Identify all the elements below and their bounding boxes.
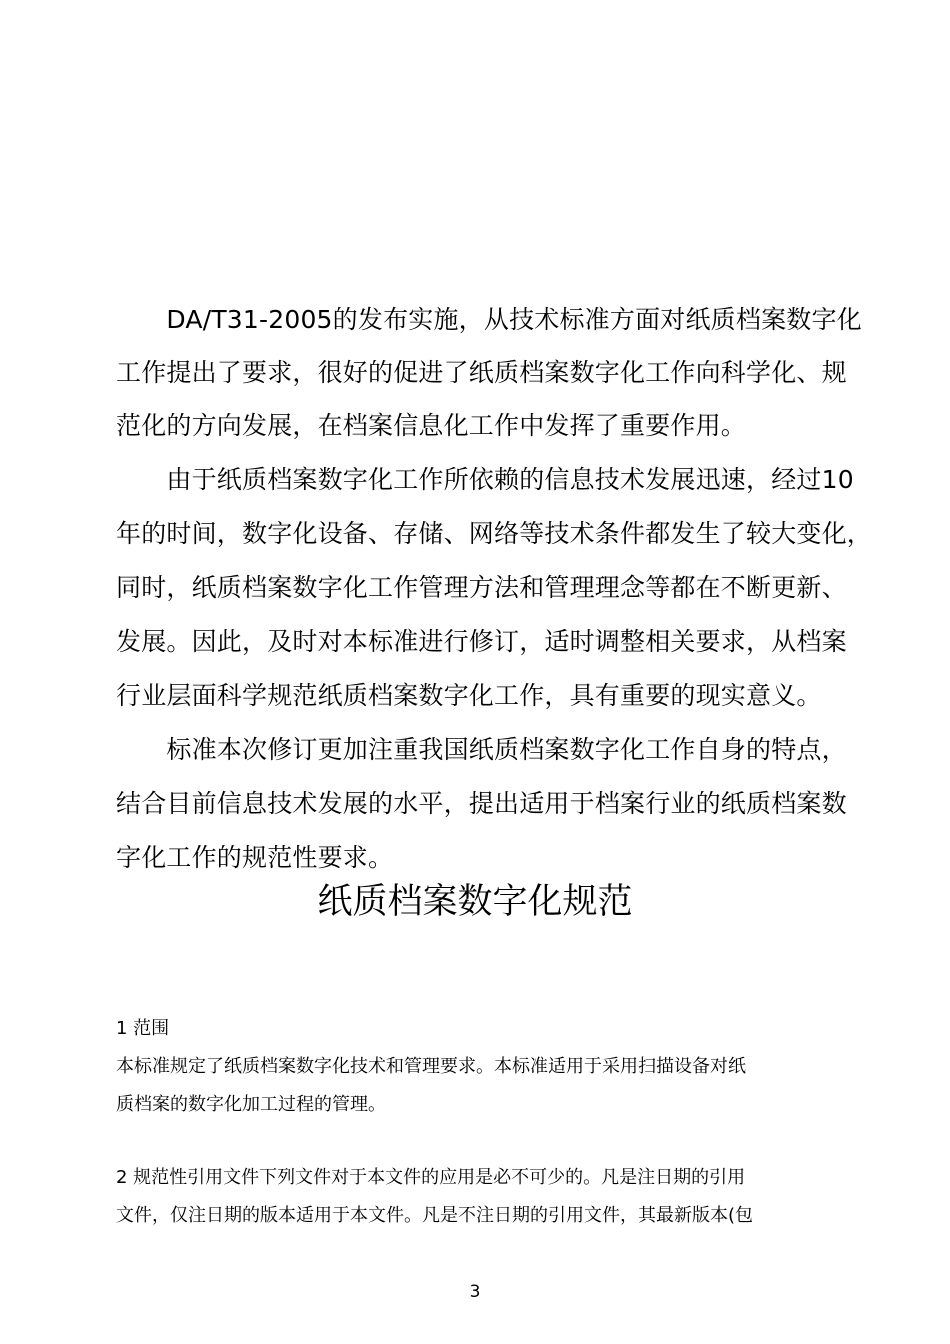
section1-line1: 本标准规定了纸质档案数字化技术和管理要求。本标准适用于采用扫描设备对纸 [116, 1056, 746, 1077]
section2-line1: 2 规范性引用文件下列文件对于本文件的应用是必不可少的。凡是注日期的引用 [116, 1167, 746, 1188]
intro-paragraph2-line2: 年的时间，数字化设备、存储、网络等技术条件都发生了较大变化， [116, 519, 873, 548]
intro-paragraph2-line4: 发展。因此，及时对本标准进行修订，适时调整相关要求，从档案 [116, 627, 847, 656]
section1-heading: 1 范围 [116, 1018, 170, 1039]
intro-paragraph2-line5: 行业层面科学规范纸质档案数字化工作，具有重要的现实意义。 [116, 681, 822, 710]
intro-paragraph3-line1: 标准本次修订更加注重我国纸质档案数字化工作自身的特点， [116, 735, 847, 764]
section1-line2: 质档案的数字化加工过程的管理。 [116, 1094, 386, 1115]
section2-line2: 文件，仅注日期的版本适用于本文件。凡是不注日期的引用文件，其最新版本(包 [116, 1205, 754, 1226]
intro-paragraph1-line2: 工作提出了要求，很好的促进了纸质档案数字化工作向科学化、规 [116, 358, 847, 387]
intro-paragraph2-line1: 由于纸质档案数字化工作所依赖的信息技术发展迅速，经过10 [116, 465, 854, 494]
intro-paragraph1-line1: DA/T31-2005的发布实施，从技术标准方面对纸质档案数字化 [116, 305, 862, 334]
intro-paragraph2-line3: 同时，纸质档案数字化工作管理方法和管理理念等都在不断更新、 [116, 573, 847, 602]
document-title: 纸质档案数字化规范 [317, 882, 633, 922]
page-number: 3 [469, 1282, 481, 1302]
intro-paragraph3-line3: 字化工作的规范性要求。 [116, 843, 394, 872]
intro-paragraph1-line3: 范化的方向发展，在档案信息化工作中发挥了重要作用。 [116, 411, 747, 440]
intro-paragraph3-line2: 结合目前信息技术发展的水平，提出适用于档案行业的纸质档案数 [116, 789, 847, 818]
